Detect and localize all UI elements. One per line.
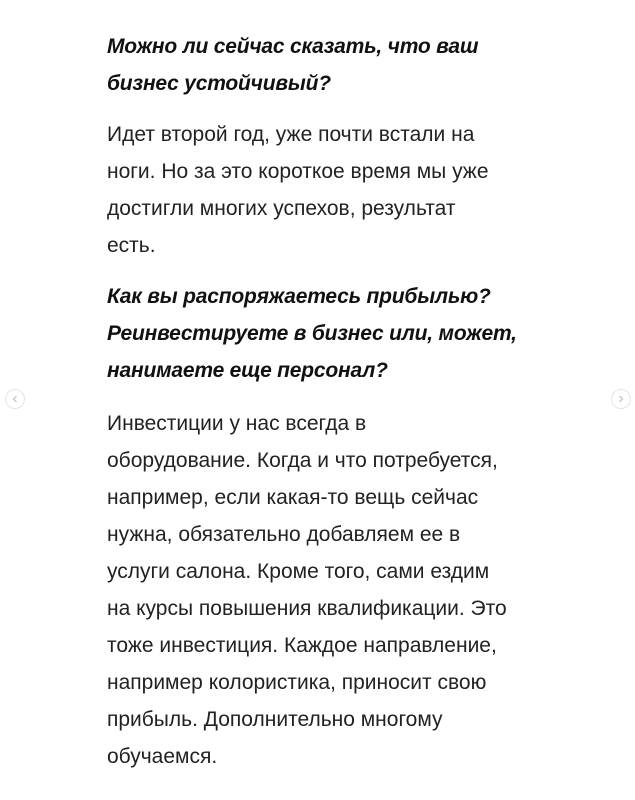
question-line: Реинвестируете в бизнес или, может, [107,322,517,345]
answer-line: например колористика, приносит свою [107,671,487,694]
answer-line: услуги салона. Кроме того, сами ездим [107,560,490,583]
answer-line: обучаемся. [107,745,218,768]
answer-line: например, если какая-то вещь сейчас [107,486,479,509]
question-line: нанимаете еще персонал? [107,359,388,382]
question-1 [107,28,577,102]
answer-line: достигли многих успехов, результат [107,197,456,220]
question-line: Как вы распоряжаетесь прибылью? [107,285,491,308]
answer-line: оборудование. Когда и что потребуется, [107,449,498,472]
answer-line: ноги. Но за это короткое время мы уже [107,160,489,183]
chevron-right-icon [617,395,625,403]
question-line: Можно ли сейчас сказать, что ваш [107,35,479,58]
carousel-next-button[interactable] [611,389,631,409]
answer-line: есть. [107,234,156,257]
answer-2 [107,405,577,775]
answer-line: нужна, обязательно добавляем ее в [107,523,461,546]
answer-line: Инвестиции у нас всегда в [107,412,367,435]
answer-1 [107,116,577,264]
answer-line: прибыль. Дополнительно многому [107,708,443,731]
answer-line: тоже инвестиция. Каждое направление, [107,634,497,657]
question-line: бизнес устойчивый? [107,72,331,95]
question-2 [107,278,577,389]
answer-line: на курсы повышения квалификации. Это [107,597,507,620]
carousel-prev-button[interactable] [5,389,25,409]
answer-line: Идет второй год, уже почти встали на [107,123,475,146]
slide-content [107,28,577,775]
chevron-left-icon [11,395,19,403]
